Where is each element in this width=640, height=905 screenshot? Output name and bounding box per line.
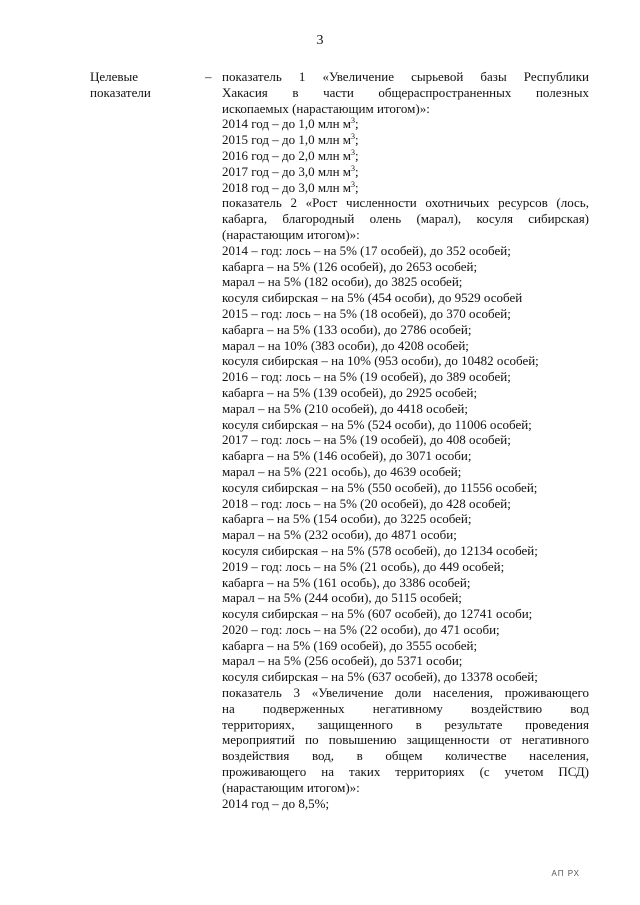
text-line: [222, 622, 589, 638]
text-line: [222, 401, 589, 417]
text-line-body: (нарастающим итогом)»:: [222, 779, 360, 795]
text-line-body: мероприятий по повышению защищенности от негативного: [222, 732, 589, 748]
text-line: [222, 259, 589, 275]
text-line: [222, 448, 589, 464]
text-line-body: косуля сибирская – на 5% (454 особи), до 9529 особей: [222, 290, 523, 306]
text-line-body: косуля сибирская – на 10% (953 особи), до 10482 особей;: [222, 353, 539, 369]
text-line-body: 2018 – год: лось – на 5% (20 особей), до 428 особей;: [222, 495, 511, 511]
text-line-body: 2016 год – до 2,0 млн м: [222, 147, 352, 163]
label-line: Целевые: [90, 69, 139, 84]
page-number: 3: [316, 33, 324, 48]
text-line-tail: ;: [355, 116, 359, 132]
text-line: [222, 748, 589, 764]
text-line-body: проживающего на таких территориях (с учетом ПСД): [222, 764, 589, 780]
text-line-body: марал – на 5% (232 особи), до 4871 особи;: [222, 527, 457, 543]
text-line: [222, 322, 589, 338]
text-line: [222, 717, 589, 733]
text-line: [222, 195, 589, 211]
text-line-tail: ;: [355, 179, 359, 195]
text-line: [222, 480, 589, 496]
text-line-body: кабарга – на 5% (139 особей), до 2925 особей;: [222, 384, 478, 400]
text-line: [222, 227, 589, 243]
text-line: [222, 274, 589, 290]
text-line: [222, 385, 589, 401]
text-line: [222, 527, 589, 543]
text-line-body: на подверженных негативному воздействию вод: [222, 700, 589, 716]
text-line-body: воздействия вод, в общем количестве населения,: [222, 748, 589, 764]
superscript: 3: [351, 163, 356, 173]
text-line: [222, 369, 589, 385]
text-line-body: 2018 год – до 3,0 млн м: [222, 179, 352, 195]
text-line-body: 2015 – год: лось – на 5% (18 особей), до 370 особей;: [222, 305, 511, 321]
text-line-body: марал – на 5% (244 особи), до 5115 особей;: [222, 590, 462, 606]
text-line: [222, 85, 589, 101]
text-line-body: кабарга – на 5% (146 особей), до 3071 особи;: [222, 448, 472, 464]
text-line: [222, 606, 589, 622]
text-line: [222, 148, 589, 164]
superscript: 3: [351, 132, 356, 142]
text-line: [222, 353, 589, 369]
text-line-tail: ;: [355, 163, 359, 179]
text-line: [222, 338, 589, 354]
text-line: [222, 701, 589, 717]
text-line-body: косуля сибирская – на 5% (578 особей), до 12134 особей;: [222, 542, 538, 558]
text-line-body: 2014 год – до 8,5%;: [222, 795, 330, 811]
text-line-body: 2014 год – до 1,0 млн м: [222, 116, 352, 132]
text-line: [222, 669, 589, 685]
text-line-body: 2016 – год: лось – на 5% (19 особей), до 389 особей;: [222, 369, 511, 385]
text-line: [222, 69, 589, 85]
text-line-body: показатель 3 «Увеличение доли населения, проживающего: [222, 685, 589, 701]
superscript: 3: [351, 147, 356, 157]
text-line-body: косуля сибирская – на 5% (524 особи), до 11006 особей;: [222, 416, 532, 432]
text-line: [222, 432, 589, 448]
text-line-body: показатель 2 «Рост численности охотничьих ресурсов (лось,: [222, 195, 589, 211]
text-line-body: показатель 1 «Увеличение сырьевой базы Республики: [222, 69, 589, 84]
text-line-body: территориях, защищенного в результате проведения: [222, 716, 589, 732]
text-line-tail: ;: [355, 147, 359, 163]
text-line: [222, 559, 589, 575]
text-line: [222, 590, 589, 606]
text-line-body: кабарга, благородный олень (марал), косуля сибирская): [222, 211, 589, 227]
text-line: [222, 180, 589, 196]
text-line: [222, 638, 589, 654]
text-line: [222, 116, 589, 132]
text-line: [222, 511, 589, 527]
text-line: [222, 575, 589, 591]
label-line: показатели: [90, 84, 151, 100]
text-line-body: 2020 – год: лось – на 5% (22 особи), до 471 особи;: [222, 621, 500, 637]
text-line: [222, 685, 589, 701]
text-line-body: марал – на 5% (210 особей), до 4418 особей;: [222, 400, 468, 416]
text-line: [222, 290, 589, 306]
superscript: 3: [351, 116, 356, 126]
text-line-body: косуля сибирская – на 5% (637 особей), до 13378 особей;: [222, 669, 538, 685]
text-line-body: 2017 – год: лось – на 5% (19 особей), до 408 особей;: [222, 432, 511, 448]
text-line: [222, 464, 589, 480]
text-line: [222, 780, 589, 796]
text-line: [222, 101, 589, 117]
text-line-body: кабарга – на 5% (154 особи), до 3225 особей;: [222, 511, 472, 527]
text-line-body: Хакасия в части общераспространенных полезных: [222, 84, 589, 100]
text-line-body: марал – на 5% (182 особи), до 3825 особей;: [222, 274, 463, 290]
text-line-body: кабарга – на 5% (133 особи), до 2786 особей;: [222, 321, 472, 337]
text-line: [222, 796, 589, 812]
text-line: [222, 132, 589, 148]
text-line-body: ископаемых (нарастающим итогом)»:: [222, 100, 430, 116]
footer-stamp: АП РХ: [551, 869, 580, 878]
text-line: [222, 243, 589, 259]
text-line-body: косуля сибирская – на 5% (550 особей), до 11556 особей;: [222, 479, 538, 495]
text-line-body: марал – на 10% (383 особи), до 4208 особей;: [222, 337, 469, 353]
text-line: [222, 496, 589, 512]
text-line-body: марал – на 5% (256 особей), до 5371 особи;: [222, 653, 463, 669]
text-line: [222, 764, 589, 780]
text-line-body: 2017 год – до 3,0 млн м: [222, 163, 352, 179]
text-line: [222, 306, 589, 322]
text-line-body: кабарга – на 5% (161 особь), до 3386 особей;: [222, 574, 471, 590]
text-line-body: 2014 – год: лось – на 5% (17 особей), до 352 особей;: [222, 242, 511, 258]
text-line-body: косуля сибирская – на 5% (607 особей), до 12741 особи;: [222, 606, 533, 622]
text-line: [222, 211, 589, 227]
text-line-tail: ;: [355, 132, 359, 148]
text-line-body: (нарастающим итогом)»:: [222, 226, 360, 242]
text-line-body: кабарга – на 5% (126 особей), до 2653 особей;: [222, 258, 478, 274]
text-line-body: 2019 – год: лось – на 5% (21 особь), до 449 особей;: [222, 558, 505, 574]
text-line: [222, 164, 589, 180]
text-line: [222, 543, 589, 559]
text-line: [222, 732, 589, 748]
text-line: [222, 653, 589, 669]
indicators-text: [222, 69, 589, 811]
text-line: [222, 417, 589, 433]
text-line-body: 2015 год – до 1,0 млн м: [222, 132, 352, 148]
superscript: 3: [351, 179, 356, 189]
text-line-body: кабарга – на 5% (169 особей), до 3555 особей;: [222, 637, 478, 653]
list-dash: –: [205, 69, 212, 84]
text-line-body: марал – на 5% (221 особь), до 4639 особей;: [222, 463, 462, 479]
target-indicators-label: [90, 69, 200, 101]
